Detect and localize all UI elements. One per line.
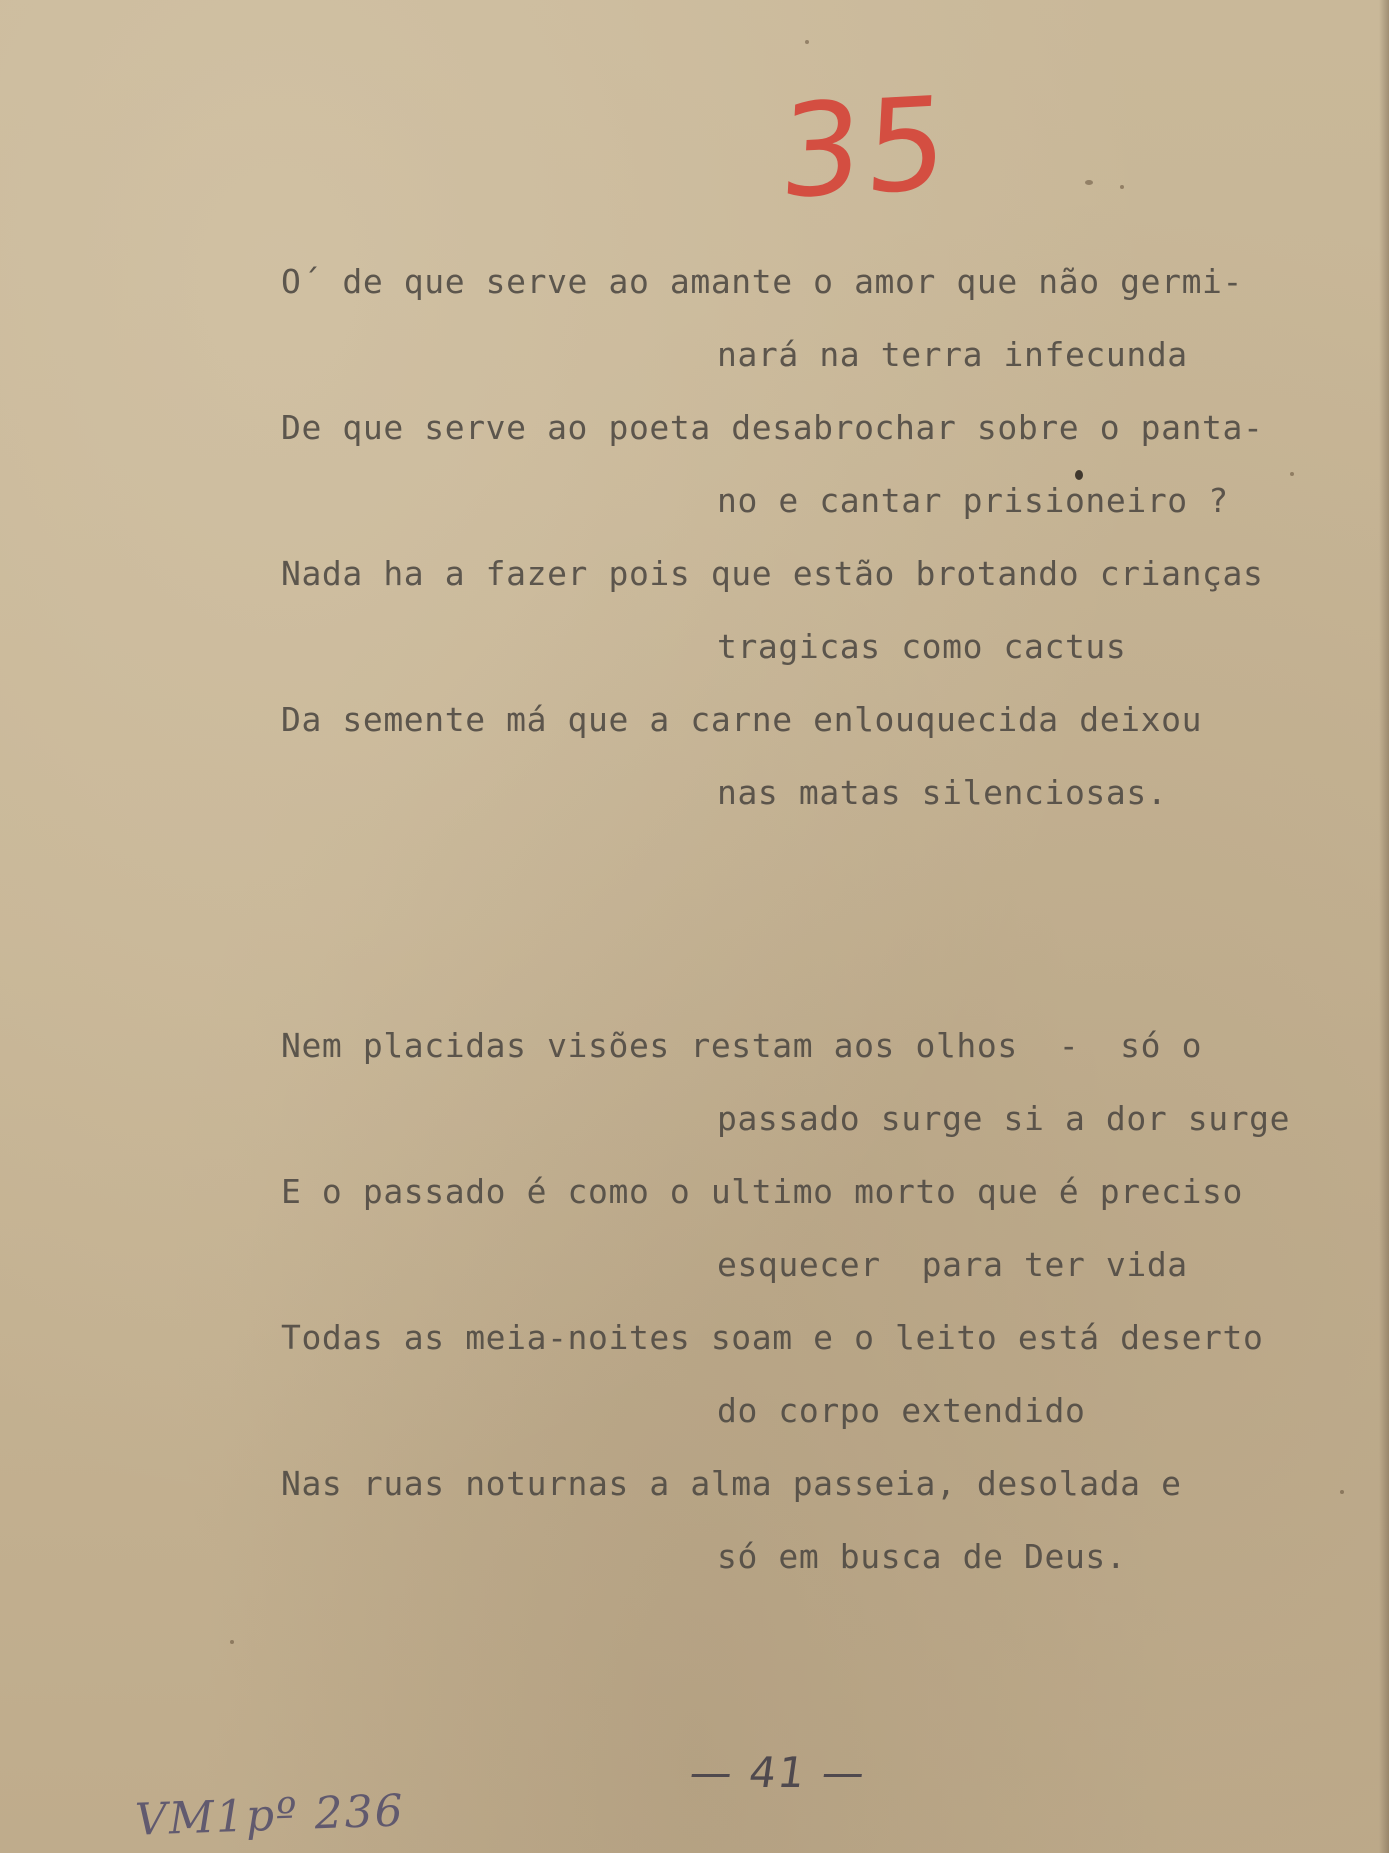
paper-speck	[1340, 1490, 1344, 1494]
stanza-1-line-4-continuation: nas matas silenciosas.	[717, 773, 1168, 812]
stanza-1-line-2: De que serve ao poeta desabrochar sobre o panta-	[281, 408, 1264, 447]
page-number: — 41 —	[686, 1748, 870, 1797]
stanza-2-line-3-continuation: do corpo extendido	[717, 1391, 1086, 1430]
stanza-1-line-4: Da semente má que a carne enlouquecida deixou	[281, 700, 1203, 739]
paper-speck	[805, 40, 809, 44]
stanza-1-line-3-continuation: tragicas como cactus	[717, 627, 1127, 666]
stanza-2-line-2-continuation: esquecer para ter vida	[717, 1245, 1188, 1284]
stanza-2-line-4: Nas ruas noturnas a alma passeia, desolada e	[281, 1464, 1182, 1503]
paper-speck	[1290, 472, 1294, 476]
paper-speck	[1075, 470, 1083, 480]
paper-speck	[230, 1640, 234, 1644]
stanza-2-line-4-continuation: só em busca de Deus.	[717, 1537, 1127, 1576]
stanza-1-line-3: Nada ha a fazer pois que estão brotando crianças	[281, 554, 1264, 593]
paper-speck	[1120, 185, 1124, 189]
stanza-1-line-2-continuation: no e cantar prisioneiro ?	[717, 481, 1229, 520]
paper-speck	[1085, 180, 1093, 185]
stanza-2-line-1-continuation: passado surge si a dor surge	[717, 1099, 1291, 1138]
stanza-1-line-1: O´ de que serve ao amante o amor que não germi-	[281, 262, 1243, 301]
stanza-1-line-1-continuation: nará na terra infecunda	[717, 335, 1188, 374]
stanza-2-line-1: Nem placidas visões restam aos olhos - só o	[281, 1026, 1203, 1065]
archive-reference: VM1pº 236	[134, 1785, 406, 1846]
stanza-2-line-3: Todas as meia-noites soam e o leito está deserto	[281, 1318, 1264, 1357]
stanza-2-line-2: E o passado é como o ultimo morto que é preciso	[281, 1172, 1243, 1211]
folio-number: 35	[776, 69, 955, 228]
